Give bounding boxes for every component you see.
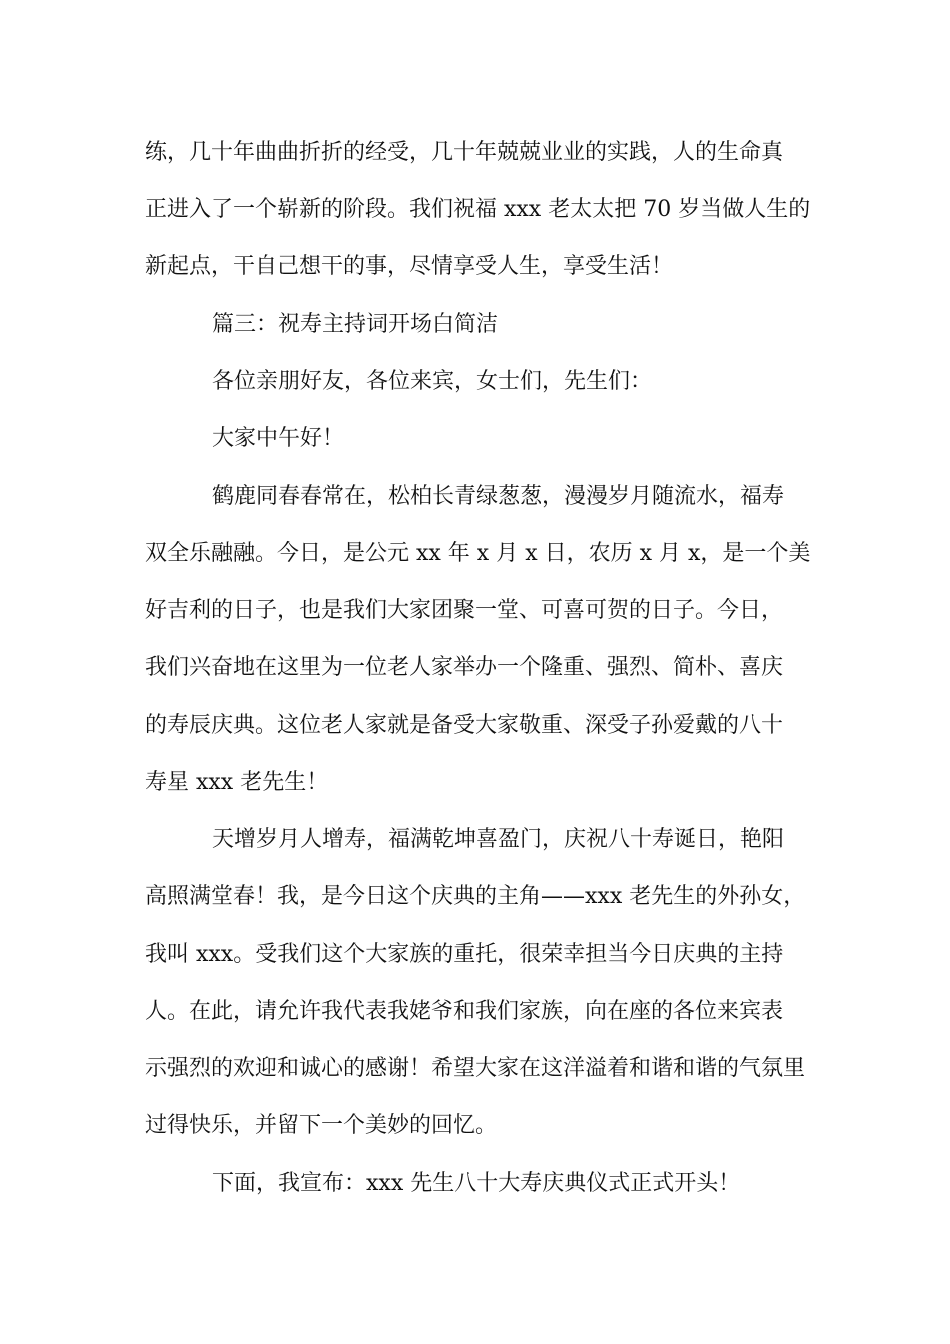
text-line: 天增岁月人增寿，福满乾坤喜盈门，庆祝八十寿诞日，艳阳 bbox=[212, 827, 785, 852]
text-line: 练，几十年曲曲折折的经受，几十年兢兢业业的实践，人的生命真 bbox=[145, 140, 784, 165]
text-line: 鹤鹿同春春常在，松柏长青绿葱葱，漫漫岁月随流水，福寿 bbox=[212, 484, 785, 509]
text-line: 高照满堂春！我，是今日这个庆典的主角——xxx 老先生的外孙女， bbox=[145, 884, 806, 909]
text-line: 人。在此，请允许我代表我姥爷和我们家族，向在座的各位来宾表 bbox=[145, 999, 784, 1024]
text-line: 示强烈的欢迎和诚心的感谢！希望大家在这洋溢着和谐和谐的气氛里 bbox=[145, 1056, 806, 1081]
greeting-line: 大家中午好！ bbox=[212, 426, 345, 451]
text-line: 好吉利的日子，也是我们大家团聚一堂、可喜可贺的日子。今日， bbox=[145, 598, 784, 623]
section-heading: 篇三：祝寿主持词开场白简洁 bbox=[212, 312, 499, 337]
text-line: 寿星 xxx 老先生！ bbox=[145, 770, 329, 795]
text-line: 的寿辰庆典。这位老人家就是备受大家敬重、深受子孙爱戴的八十 bbox=[145, 713, 784, 738]
text-line: 正进入了一个崭新的阶段。我们祝福 xxx 老太太把 70 岁当做人生的 bbox=[145, 197, 811, 222]
text-line: 我叫 xxx。受我们这个大家族的重托，很荣幸担当今日庆典的主持 bbox=[145, 942, 784, 967]
greeting-line: 各位亲朋好友，各位来宾，女士们，先生们： bbox=[212, 369, 653, 394]
text-line: 我们兴奋地在这里为一位老人家举办一个隆重、强烈、简朴、喜庆 bbox=[145, 655, 784, 680]
text-line: 双全乐融融。今日，是公元 xx 年 x 月 x 日，农历 x 月 x，是一个美 bbox=[145, 541, 811, 566]
text-line: 新起点，干自己想干的事，尽情享受人生，享受生活！ bbox=[145, 254, 674, 279]
text-line: 下面，我宣布：xxx 先生八十大寿庆典仪式正式开头！ bbox=[212, 1171, 741, 1196]
text-line: 过得快乐，并留下一个美妙的回忆。 bbox=[145, 1113, 498, 1138]
